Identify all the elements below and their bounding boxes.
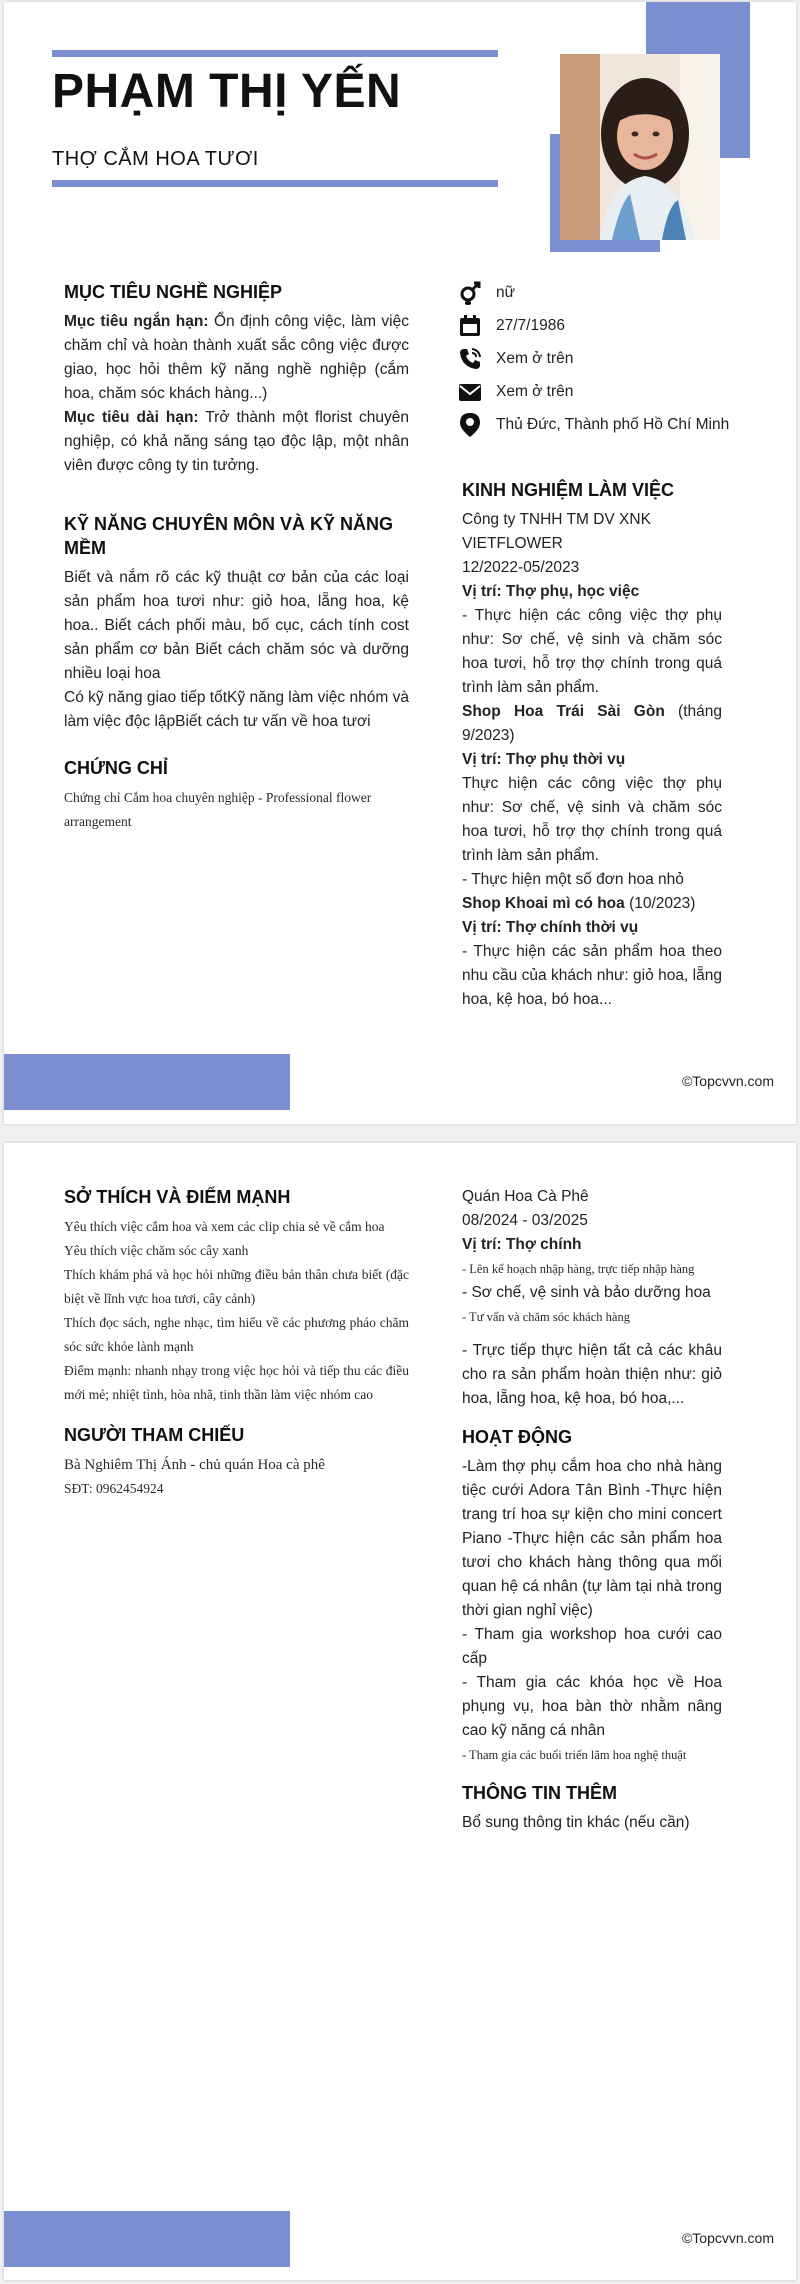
job3-company: Shop Khoai mì có hoa bbox=[462, 895, 625, 912]
hobby-line: Thích đọc sách, nghe nhạc, tìm hiểu về các phương pháo chăm sóc sức khỏe lành mạnh bbox=[64, 1315, 409, 1354]
skills-text-1: Biết và nắm rõ các kỹ thuật cơ bản của các loại sản phẩm hoa tươi như: giỏ hoa, lẵng hoa, kệ hoa.. Biết cách phối màu, bố cục, cách tính cost sản phẩm cơ bản Biết cách chăm sóc và dưỡng nhiều loại hoa bbox=[64, 569, 409, 682]
long-term-objective bbox=[64, 406, 409, 478]
email-icon bbox=[456, 378, 484, 406]
long-term-text: Trở thành một florist chuyên nghiệp, có khả năng sáng tạo độc lập, một nhân viên được công ty tin tưởng. bbox=[64, 409, 409, 474]
gender-row bbox=[456, 276, 756, 309]
job4-bullet: - Sơ chế, vệ sinh và bảo dưỡng hoa bbox=[462, 1284, 711, 1301]
job2-header bbox=[462, 700, 722, 748]
certificates-heading: CHỨNG CHỈ bbox=[64, 758, 168, 778]
job1-description: - Thực hiện các công việc thợ phụ như: Sơ chế, vệ sinh và chăm sóc hoa tươi, hỗ trợ thợ chính trong quá trình làm sản phẩm. bbox=[462, 607, 722, 696]
email-value: Xem ở trên bbox=[496, 382, 574, 400]
job1-dates: 12/2022-05/2023 bbox=[462, 559, 580, 576]
portrait-photo bbox=[560, 54, 720, 240]
job2-position: Vị trí: Thợ phụ thời vụ bbox=[462, 751, 626, 768]
job3-header bbox=[462, 892, 722, 916]
cv-page-2 bbox=[4, 1143, 796, 2280]
job3-position: Vị trí: Thợ chính thời vụ bbox=[462, 919, 639, 936]
job4-bullet: - Tư vấn và chăm sóc khách hàng bbox=[462, 1310, 630, 1324]
candidate-name: PHẠM THỊ YẾN bbox=[52, 65, 402, 118]
experience-heading: KINH NGHIỆM LÀM VIỆC bbox=[462, 480, 675, 500]
footer-credit: ©Topcvvn.com bbox=[681, 2230, 774, 2246]
activities-text-4: - Tham gia các buổi triển lãm hoa nghệ thuật bbox=[462, 1748, 687, 1762]
phone-value: Xem ở trên bbox=[496, 349, 574, 367]
job1-position: Vị trí: Thợ phụ, học việc bbox=[462, 583, 640, 600]
footer-accent-band bbox=[4, 2211, 290, 2267]
activities-text-2: - Tham gia workshop hoa cưới cao cấp bbox=[462, 1626, 722, 1667]
phone-icon bbox=[456, 345, 484, 373]
activities-heading: HOẠT ĐỘNG bbox=[462, 1427, 572, 1447]
cv-page-1 bbox=[4, 2, 796, 1124]
contact-info bbox=[456, 276, 756, 441]
certificates-text: Chứng chỉ Cắm hoa chuyên nghiệp - Professional flower arrangement bbox=[64, 790, 372, 829]
job2-dates: (tháng 9/2023) bbox=[462, 703, 722, 744]
job4-dates: 08/2024 - 03/2025 bbox=[462, 1212, 588, 1229]
footer-accent-band bbox=[4, 1054, 290, 1110]
short-term-label: Mục tiêu ngắn hạn: bbox=[64, 313, 209, 330]
activities-text-1: -Làm thợ phụ cắm hoa cho nhà hàng tiệc cưới Adora Tân Bình -Thực hiện trang trí hoa sự kiện cho mini concert Piano -Thực hiện các sản phẩm hoa tươi cho khách hàng thông qua mối quan hệ cá nhân (tự làm tại nhà trong thời gian nghỉ việc) bbox=[462, 1458, 722, 1619]
skills-heading: KỸ NĂNG CHUYÊN MÔN VÀ KỸ NĂNG MỀM bbox=[64, 514, 394, 558]
header-top-rule bbox=[52, 50, 498, 57]
additional-info-heading: THÔNG TIN THÊM bbox=[462, 1783, 617, 1803]
candidate-role: THỢ CẮM HOA TƯƠI bbox=[52, 148, 259, 170]
strengths-line: Điểm mạnh: nhanh nhạy trong việc học hỏi và tiếp thu các điều mới mẻ; nhiệt tình, hòa nhã, tinh thần làm việc nhóm cao bbox=[64, 1363, 409, 1402]
portrait-photo-icon bbox=[560, 54, 720, 240]
header-bottom-rule bbox=[52, 180, 498, 187]
hobby-line: Yêu thích việc chăm sóc cây xanh bbox=[64, 1243, 249, 1258]
job2-extra: - Thực hiện một số đơn hoa nhỏ bbox=[462, 871, 684, 888]
left-column-page1 bbox=[64, 280, 409, 834]
experience-section bbox=[462, 478, 722, 1012]
gender-icon bbox=[456, 279, 484, 307]
short-term-text: Ổn định công việc, làm việc chăm chỉ và hoàn thành xuất sắc công việc được giao, học hỏi thêm kỹ năng nghề nghiệp (cắm hoa, chăm sóc khách hàng...) bbox=[64, 313, 409, 402]
dob-row bbox=[456, 309, 756, 342]
additional-info-text: Bổ sung thông tin khác (nếu cần) bbox=[462, 1814, 690, 1831]
job4-bullet: - Lên kế hoạch nhập hàng, trực tiếp nhập hàng bbox=[462, 1262, 695, 1276]
long-term-label: Mục tiêu dài hạn: bbox=[64, 409, 199, 426]
left-column-page2 bbox=[64, 1185, 409, 1501]
job3-dates: (10/2023) bbox=[624, 895, 696, 912]
references-heading: NGƯỜI THAM CHIẾU bbox=[64, 1425, 245, 1445]
job3-description: - Thực hiện các sản phẩm hoa theo nhu cầu của khách như: giỏ hoa, lẵng hoa, kệ hoa, bó hoa... bbox=[462, 943, 722, 1008]
address-row bbox=[456, 408, 756, 441]
skills-text-2: Có kỹ năng giao tiếp tốtKỹ năng làm việc nhóm và làm việc độc lậpBiết cách tư vấn về hoa tươi bbox=[64, 689, 409, 730]
right-column-page2 bbox=[462, 1185, 722, 1835]
objective-heading: MỤC TIÊU NGHỀ NGHIỆP bbox=[64, 282, 283, 302]
gender-value: nữ bbox=[496, 283, 515, 301]
job1-company: Công ty TNHH TM DV XNK VIETFLOWER bbox=[462, 511, 651, 552]
hobby-line: Thích khám phá và học hỏi những điều bản thân chưa biết (đặc biệt về lĩnh vực hoa tươi, cây cảnh) bbox=[64, 1267, 409, 1306]
reference-name: Bà Nghiêm Thị Ánh - chủ quán Hoa cà phê bbox=[64, 1457, 325, 1473]
location-pin-icon bbox=[456, 411, 484, 439]
job4-bullet: - Trực tiếp thực hiện tất cả các khâu cho ra sản phẩm hoàn thiện như: giỏ hoa, lẵng hoa, kệ hoa, bó hoa,... bbox=[462, 1342, 722, 1407]
email-row bbox=[456, 375, 756, 408]
hobby-line: Yêu thích việc cắm hoa và xem các clip chia sẻ về cắm hoa bbox=[64, 1219, 385, 1234]
job4-position: Vị trí: Thợ chính bbox=[462, 1236, 582, 1253]
phone-row bbox=[456, 342, 756, 375]
job2-company: Shop Hoa Trái Sài Gòn bbox=[462, 703, 665, 720]
footer-credit: ©Topcvvn.com bbox=[681, 1073, 774, 1089]
job2-description: Thực hiện các công việc thợ phụ như: Sơ chế, vệ sinh và chăm sóc hoa tươi, hỗ trợ thợ chính trong quá trình làm sản phẩm. bbox=[462, 775, 722, 864]
activities-text-3: - Tham gia các khóa học về Hoa phụng vụ, hoa bàn thờ nhằm nâng cao kỹ năng cá nhân bbox=[462, 1674, 722, 1739]
job4-company: Quán Hoa Cà Phê bbox=[462, 1188, 589, 1205]
reference-phone: SĐT: 0962454924 bbox=[64, 1481, 164, 1496]
short-term-objective bbox=[64, 310, 409, 406]
calendar-icon bbox=[456, 312, 484, 340]
dob-value: 27/7/1986 bbox=[496, 316, 565, 334]
address-value: Thủ Đức, Thành phố Hồ Chí Minh bbox=[496, 415, 730, 433]
hobbies-heading: SỞ THÍCH VÀ ĐIỂM MẠNH bbox=[64, 1187, 291, 1207]
